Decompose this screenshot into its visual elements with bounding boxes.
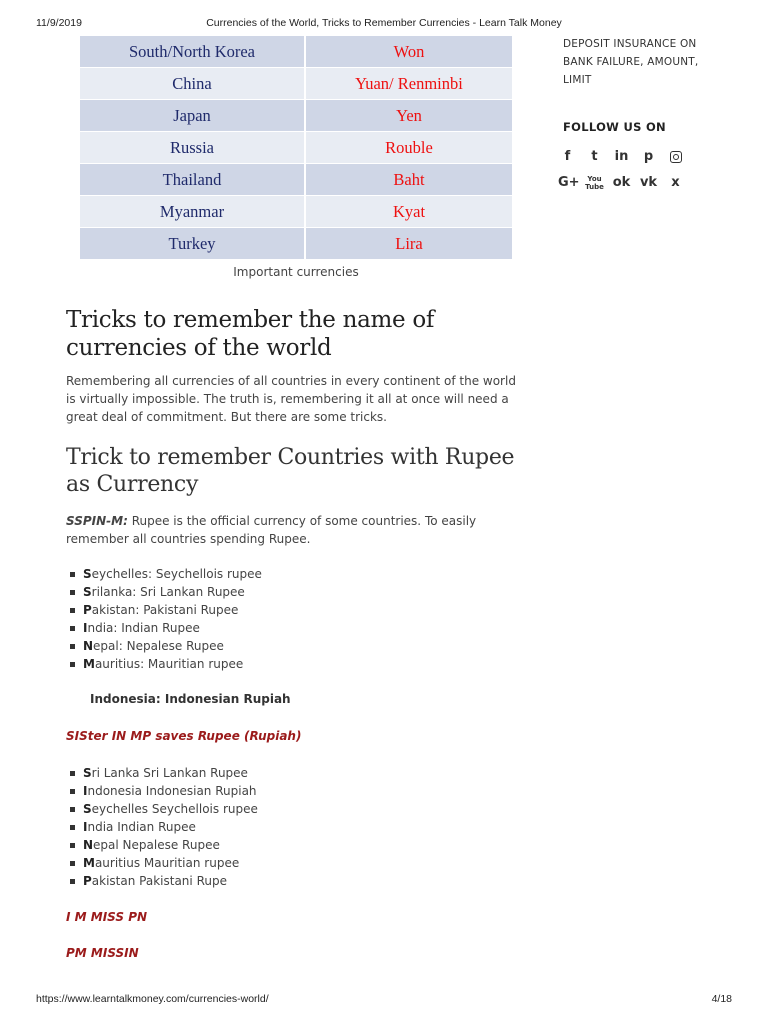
country-cell: Myanmar: [80, 196, 305, 228]
list-item-text: akistan: Pakistani Rupee: [91, 603, 239, 617]
list-item-text: epal: Nepalese Rupee: [93, 639, 224, 653]
list-item-text: ndia Indian Rupee: [87, 820, 196, 834]
currency-cell: Yuan/ Renminbi: [305, 68, 512, 100]
currency-cell: Kyat: [305, 196, 512, 228]
twitter-icon[interactable]: t: [591, 149, 598, 164]
currency-row: [80, 100, 512, 132]
list-item-initial: S: [83, 567, 92, 581]
country-cell: Japan: [80, 100, 305, 132]
heading-tricks: Tricks to remember the name of currencies of the world: [66, 307, 435, 361]
list-item-text: ri Lanka Sri Lankan Rupee: [91, 766, 248, 780]
list-item: [66, 601, 496, 619]
list-item-initial: P: [83, 874, 92, 888]
list-item-text: auritius: Mauritian rupee: [94, 657, 244, 671]
country-cell: China: [80, 68, 305, 100]
list-item-text: eychelles: Seychellois rupee: [91, 567, 262, 581]
country-cell: Russia: [80, 132, 305, 164]
list-item-text: epal Nepalese Rupee: [93, 838, 220, 852]
list-item-initial: S: [83, 766, 92, 780]
list-item: [66, 818, 496, 836]
country-cell: Turkey: [80, 228, 305, 260]
list-item-initial: S: [83, 585, 92, 599]
list-item: [66, 836, 496, 854]
list-item: [66, 872, 496, 890]
list-item-text: rilanka: Sri Lankan Rupee: [91, 585, 245, 599]
mnemonic-pm-missin: PM MISSIN: [66, 946, 139, 960]
vk-icon[interactable]: vk: [639, 175, 658, 190]
currency-cell: Baht: [305, 164, 512, 196]
currency-table: [80, 36, 512, 260]
list-item: [66, 637, 496, 655]
indonesia-line: Indonesia: Indonesian Rupiah: [90, 692, 291, 706]
print-url: https://www.learntalkmoney.com/currencies-world/: [36, 993, 269, 1005]
sister-country-list: [66, 764, 496, 890]
list-item-initial: S: [83, 802, 92, 816]
country-cell: Thailand: [80, 164, 305, 196]
currency-row: [80, 68, 512, 100]
currency-cell: Won: [305, 36, 512, 68]
list-item-text: auritius Mauritian rupee: [94, 856, 240, 870]
follow-us-title: FOLLOW US ON: [563, 120, 666, 134]
list-item: [66, 565, 496, 583]
linkedin-icon[interactable]: in: [614, 149, 629, 164]
list-item-initial: N: [83, 639, 94, 653]
list-item-initial: M: [83, 657, 95, 671]
print-document-title: Currencies of the World, Tricks to Remember Currencies - Learn Talk Money: [206, 17, 562, 29]
currency-row: [80, 132, 512, 164]
facebook-icon[interactable]: f: [564, 149, 571, 164]
xing-icon[interactable]: x: [671, 175, 680, 190]
mnemonic-im-miss: I M MISS PN: [66, 910, 148, 924]
list-item: [66, 764, 496, 782]
country-cell: South/North Korea: [80, 36, 305, 68]
mnemonic-sister: SISter IN MP saves Rupee (Rupiah): [66, 729, 302, 743]
list-item: [66, 854, 496, 872]
currency-cell: Lira: [305, 228, 512, 260]
pinterest-icon[interactable]: p: [643, 149, 654, 164]
list-item: [66, 583, 496, 601]
currency-row: [80, 164, 512, 196]
list-item-initial: I: [83, 621, 88, 635]
sidebar-article-link[interactable]: DEPOSIT INSURANCE ON BANK FAILURE, AMOUNT, LIMIT: [563, 38, 699, 86]
list-item-text: ndonesia Indonesian Rupiah: [87, 784, 257, 798]
rupee-country-list: [66, 565, 496, 673]
list-item-text: eychelles Seychellois rupee: [91, 802, 258, 816]
list-item-text: akistan Pakistani Rupe: [91, 874, 227, 888]
google-plus-icon[interactable]: G+: [558, 175, 580, 190]
page-number: 4/18: [711, 993, 732, 1005]
currency-row: [80, 228, 512, 260]
rupee-paragraph-text: Rupee is the official currency of some countries. To easily remember all countries spending Rupee.: [66, 514, 477, 546]
instagram-icon[interactable]: [670, 151, 682, 163]
currency-cell: Yen: [305, 100, 512, 132]
print-header: [0, 14, 768, 30]
list-item: [66, 782, 496, 800]
social-icons: [558, 146, 698, 194]
list-item: [66, 655, 496, 673]
rupee-paragraph: [66, 512, 521, 548]
youtube-icon[interactable]: You Tube: [585, 175, 604, 191]
list-item-initial: N: [83, 838, 94, 852]
list-item-text: ndia: Indian Rupee: [87, 621, 200, 635]
table-caption: Important currencies: [233, 265, 359, 279]
intro-paragraph: Remembering all currencies of all countries in every continent of the world is virtually impossible. The truth is, remembering it all at once will need a great deal of commitment. But there are some tricks.: [66, 374, 516, 424]
currency-cell: Rouble: [305, 132, 512, 164]
list-item: [66, 800, 496, 818]
list-item: [66, 619, 496, 637]
list-item-initial: P: [83, 603, 92, 617]
print-footer: [0, 990, 768, 1006]
heading-rupee: Trick to remember Countries with Rupee as Currency: [66, 445, 515, 497]
list-item-initial: I: [83, 820, 88, 834]
currency-row: [80, 196, 512, 228]
list-item-initial: M: [83, 856, 95, 870]
sspin-m-lead: SSPIN-M:: [66, 514, 128, 528]
list-item-initial: I: [83, 784, 88, 798]
odnoklassniki-icon[interactable]: ok: [612, 175, 631, 190]
currency-row: [80, 36, 512, 68]
print-date: 11/9/2019: [36, 17, 82, 29]
